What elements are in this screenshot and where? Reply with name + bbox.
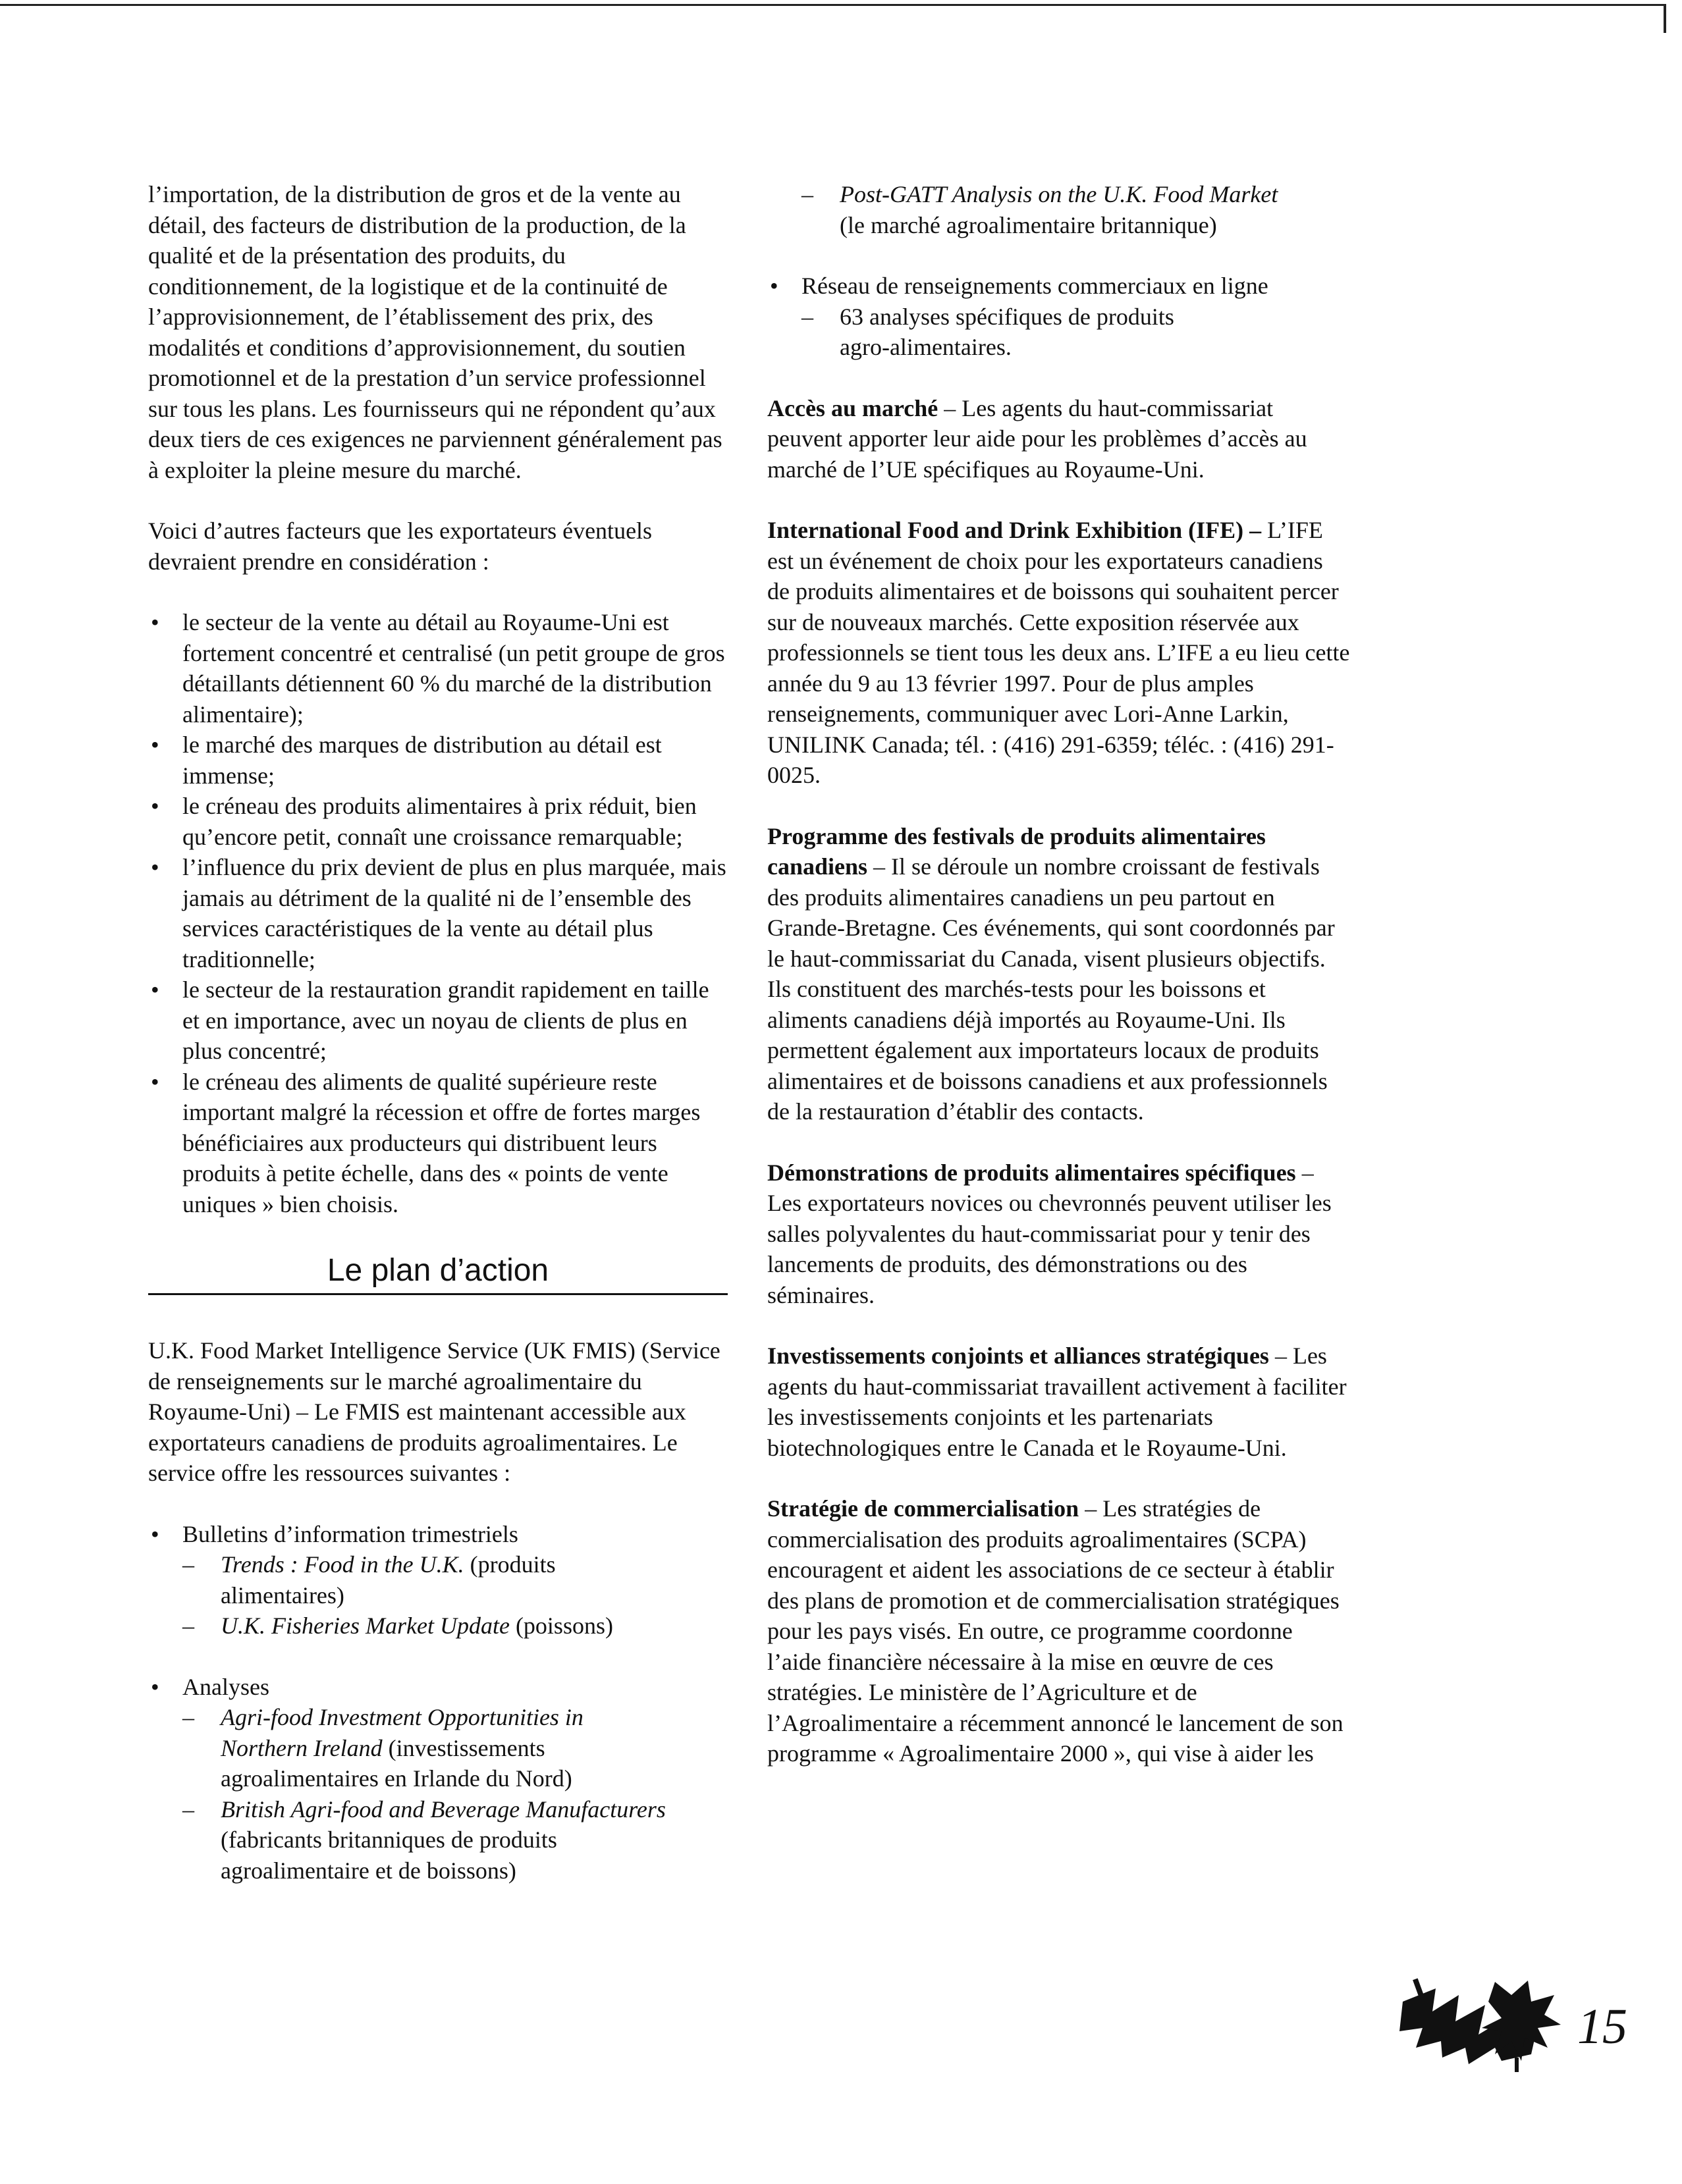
list-item: • l’influence du prix devient de plus en plus marquée, mais jamais au détriment de la qualité ni de l’ensemble des services caractéristiques de la vente au détail plus traditionnelle;: [148, 852, 728, 974]
paragraph-body: – Les agents du haut-commissariat peuvent apporter leur aide pour les problèmes d’accès au marché de l’UE spécifiques au Royaume-Uni.: [767, 394, 1307, 483]
paragraph-body: – Les agents du haut-commissariat travaillent activement à faciliter les investissements conjoints et les partenariats biotechnologiques entre le Canada et le Royaume-Uni.: [767, 1343, 1347, 1461]
list-item: • le créneau des aliments de qualité supérieure reste important malgré la récession et offre de fortes marges bénéficiaires aux producteurs qui distribuent leurs produits à petite échelle, dans des « points de vente uniques » bien choisis.: [148, 1067, 728, 1220]
paragraph-body: – Les exportateurs novices ou chevronnés peuvent utiliser les salles polyvalentes du haut-commissariat pour y tenir des lancements de produits, des démonstrations ou des séminaires.: [767, 1159, 1332, 1308]
paragraph-body: – Les stratégies de commercialisation des produits agroalimentaires (SCPA) encouragent et aident les associations de ce secteur à établir des plans de promotion et de commercialisation stratégiques pour les pays visés. En outre, ce programme coordonne l’aide financière nécessaire à la mise en œuvre de ces stratégies. Le ministère de l’Agriculture et de l’Agroalimentaire a récemment annoncé le lancement de son programme « Agroalimentaire 2000 », qui vise à aider les: [767, 1495, 1343, 1767]
top-border-line: [0, 4, 1666, 6]
sub-item: [148, 1549, 728, 1580]
demos-paragraph: [767, 1158, 1350, 1311]
intro-paragraph: l’importation, de la distribution de gros et de la vente au détail, des facteurs de distribution de la production, de la qualité et de la présentation des produits, du conditionnement, de la logistique et de la continuité de l’approvisionnement, de l’établissement des prix, des modalités et conditions d’approvisionnement, du soutien promotionnel et de la prestation d’un service professionnel sur tous les plans. Les fournisseurs qui ne répondent qu’aux deux tiers de ces exigences ne parviennent généralement pas à exploiter la pleine mesure du marché.: [148, 181, 722, 483]
paragraph-title: Stratégie de commercialisation: [767, 1495, 1079, 1522]
acces-paragraph: [767, 393, 1350, 485]
fmis-paragraph: U.K. Food Market Intelligence Service (UK FMIS) (Service de renseignements sur le marché agroalimentaire du Royaume-Uni) – Le FMIS est maintenant accessible aux exportateurs canadiens de produits agroalimentaires. Le service offre les ressources suivantes :: [148, 1337, 720, 1486]
bulletins-group: [148, 1519, 728, 1641]
sub-item: – British Agri-food and Beverage Manufacturers: [148, 1794, 728, 1825]
sub-item-continued: [148, 1733, 728, 1764]
sub-item: [148, 1611, 728, 1641]
publication-note: (investissements: [382, 1734, 545, 1761]
section-heading: Le plan d’action: [327, 1253, 549, 1288]
heading-rule: [148, 1293, 728, 1295]
paragraph-title: Programme des festivals de produits alimentaires canadiens: [767, 822, 1266, 880]
festivals-paragraph: [767, 821, 1350, 1127]
paragraph-title: Investissements conjoints et alliances stratégiques: [767, 1343, 1269, 1369]
paragraph-title: Démonstrations de produits alimentaires spécifiques: [767, 1159, 1296, 1186]
sub-item-continued: agroalimentaire et de boissons): [221, 1857, 516, 1884]
left-column: [148, 179, 728, 1916]
publication-note: (produits: [464, 1551, 556, 1578]
sub-item-continued: (le marché agroalimentaire britannique): [840, 211, 1217, 238]
paragraph-title: International Food and Drink Exhibition (IFE) –: [767, 517, 1262, 543]
list-item: • le secteur de la restauration grandit rapidement en taille et en importance, avec un noyau de clients de plus en plus concentré;: [148, 974, 728, 1067]
flag-emblem-icon: [1396, 1975, 1564, 2074]
section-heading-block: [148, 1250, 728, 1305]
list-item: • le secteur de la vente au détail au Royaume-Uni est fortement concentré et centralisé (un petit groupe de gros détaillants détiennent 60 % du marché de la distribution alimentaire);: [148, 607, 728, 730]
paragraph-body: – Il se déroule un nombre croissant de festivals des produits alimentaires canadiens un peu partout en Grande-Bretagne. Ces événements, qui sont coordonnés par le haut-commissariat du Canada, visent plusieurs objectifs. Ils constituent des marchés-tests pour les boissons et aliments canadiens déjà importés au Royaume-Uni. Ils permettent également aux importateurs locaux de produits alimentaires et de boissons canadiens et aux professionnels de la restauration d’établir des contacts.: [767, 853, 1335, 1125]
analyses-label: • Analyses: [148, 1672, 728, 1703]
sub-item: – Post-GATT Analysis on the U.K. Food Market: [767, 179, 1350, 210]
bulletins-label: • Bulletins d’information trimestriels: [148, 1519, 728, 1550]
sub-item-continued: agroalimentaires en Irlande du Nord): [221, 1765, 572, 1792]
reseau-group: [767, 271, 1350, 363]
post-gatt-item: [767, 179, 1350, 240]
list-item: • le créneau des produits alimentaires à prix réduit, bien qu’encore petit, connaît une croissance remarquable;: [148, 791, 728, 852]
sub-item-continued: (fabricants britanniques de produits: [221, 1826, 557, 1853]
sub-item-continued: agro-alimentaires.: [840, 334, 1012, 360]
top-border-corner: [1664, 4, 1666, 33]
ife-paragraph: [767, 515, 1350, 791]
factors-intro: Voici d’autres facteurs que les exportateurs éventuels devraient prendre en considération :: [148, 518, 653, 575]
publication-title: U.K. Fisheries Market Update: [221, 1612, 510, 1639]
paragraph-body: L’IFE est un événement de choix pour les exportateurs canadiens de produits alimentaires et de boissons qui souhaitent percer sur de nouveaux marchés. Cette exposition réservée aux professionnels se tient tous les deux ans. L’IFE a eu lieu cette année du 9 au 13 février 1997. Pour de plus amples renseignements, communiquer avec Lori-Anne Larkin, UNILINK Canada; tél. : (416) 291-6359; téléc. : (416) 291-0025.: [767, 517, 1350, 788]
publication-note: (poissons): [509, 1612, 613, 1639]
invest-paragraph: [767, 1341, 1350, 1463]
sub-item: – 63 analyses spécifiques de produits: [767, 302, 1350, 333]
factors-list: [148, 607, 728, 1219]
analyses-group: [148, 1672, 728, 1886]
publication-title: Trends : Food in the U.K.: [221, 1551, 464, 1578]
strat-paragraph: [767, 1493, 1350, 1769]
right-column: [767, 179, 1350, 1799]
paragraph-title: Accès au marché: [767, 394, 938, 421]
publication-title: Northern Ireland: [221, 1734, 383, 1761]
list-item: • le marché des marques de distribution au détail est immense;: [148, 730, 728, 791]
page-number: 15: [1577, 1999, 1627, 2054]
sub-item: – Agri-food Investment Opportunities in: [148, 1702, 728, 1733]
reseau-label: • Réseau de renseignements commerciaux en ligne: [767, 271, 1350, 302]
sub-item-continued: alimentaires): [221, 1582, 344, 1609]
